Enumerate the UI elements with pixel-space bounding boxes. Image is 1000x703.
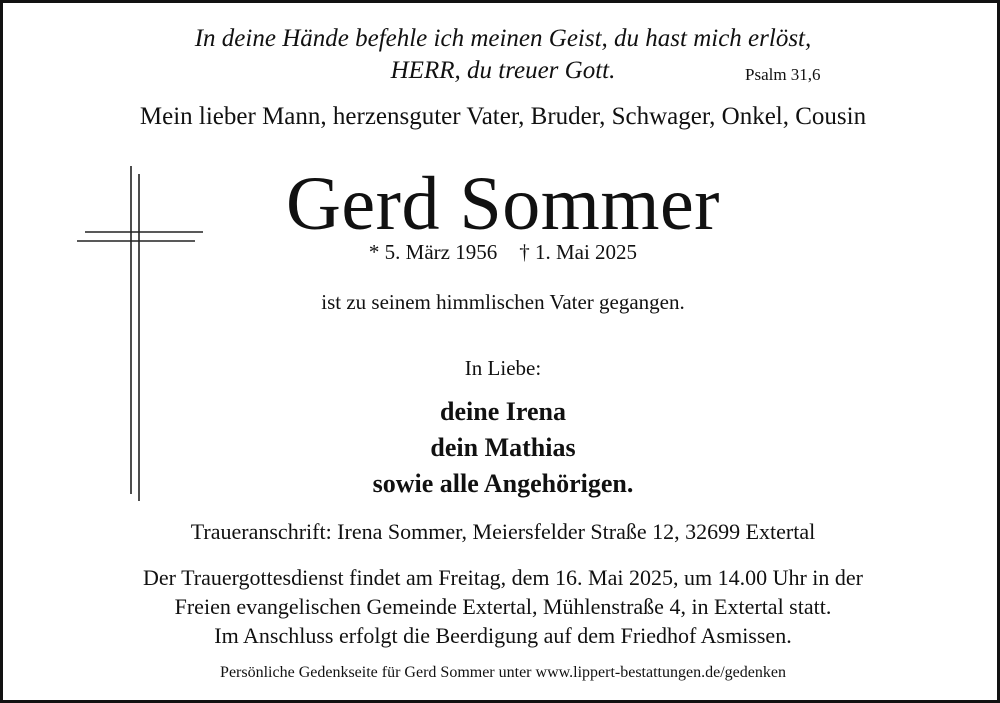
funeral-service-line: Freien evangelischen Gemeinde Extertal, Mühlenstraße 4, in Extertal statt. [174,594,832,619]
funeral-service-line: Im Anschluss erfolgt die Beerdigung auf dem Friedhof Asmissen. [214,623,792,648]
bible-verse-line-2-text: HERR, du treuer Gott. [390,57,616,84]
passed-away-text: ist zu seinem himmlischen Vater gegangen. [321,290,685,314]
deceased-name: Gerd Sommer [286,162,720,246]
mourner-line: deine Irena [440,397,566,426]
bible-verse-line-2 [3,57,1000,85]
funeral-service-line: Der Trauergottesdienst findet am Freitag, dem 16. Mai 2025, um 14.00 Uhr in der [143,565,863,590]
life-dates [3,240,1000,265]
in-love-heading: In Liebe: [464,356,542,380]
bible-verse-line-1: In deine Hände befehle ich meinen Geist, du hast mich erlöst, [194,25,812,52]
bible-verse-reference: Psalm 31,6 [745,65,821,84]
relationship-line: Mein lieber Mann, herzensguter Vater, Bruder, Schwager, Onkel, Cousin [139,103,867,130]
birth-date: * 5. März 1956 [368,240,498,264]
mourning-address: Traueranschrift: Irena Sommer, Meiersfelder Straße 12, 32699 Extertal [190,519,816,544]
mourner-line: sowie alle Angehörigen. [372,469,634,498]
mourner-line: dein Mathias [430,433,576,462]
memorial-page-note: Persönliche Gedenkseite für Gerd Sommer unter www.lippert-bestattungen.de/gedenken [220,664,786,681]
death-date: † 1. Mai 2025 [519,240,638,264]
